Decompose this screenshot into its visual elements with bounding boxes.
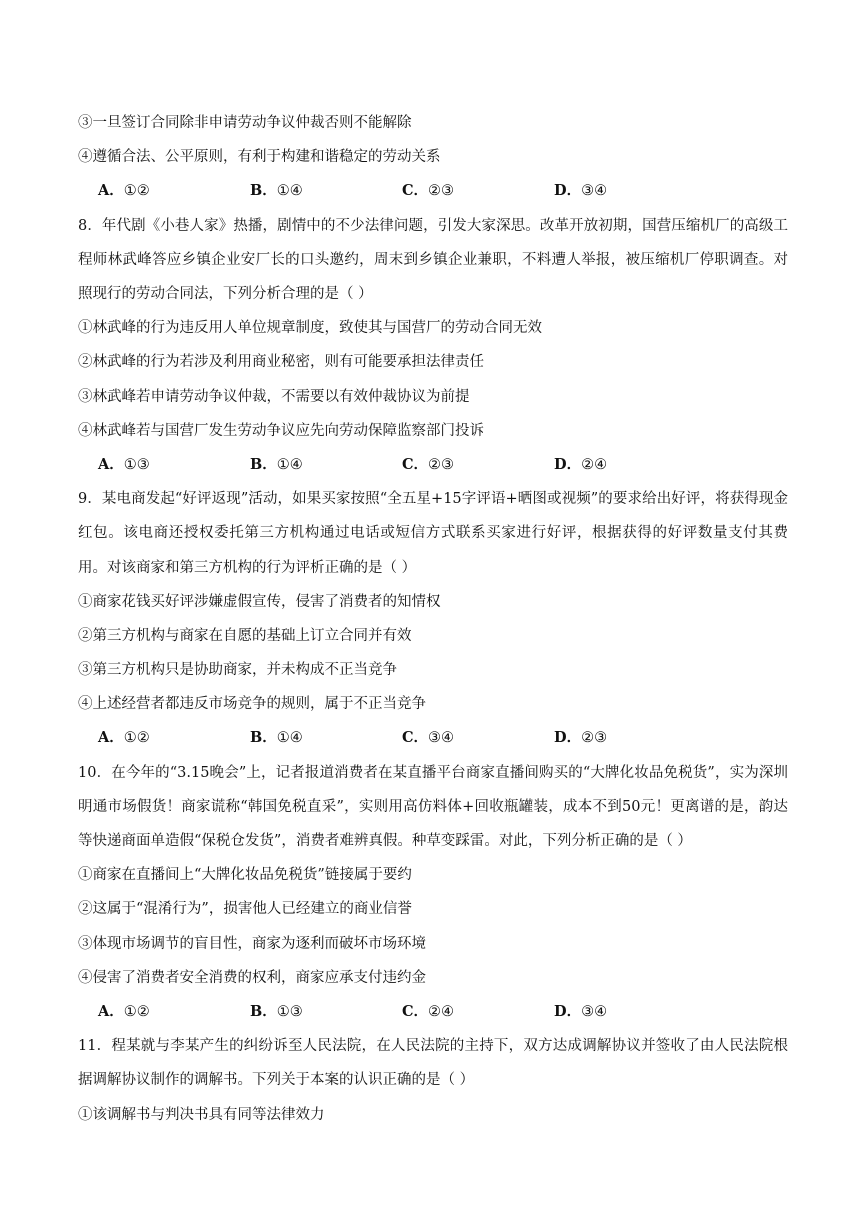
option-text: ①②: [123, 730, 150, 747]
option-letter: A．: [98, 455, 124, 473]
q11-stem: 11．程某就与李某产生的纠纷诉至人民法院，在人民法院的主持下，双方达成调解协议并签收了由人民法院根据调解协议制作的调解书。下列关于本案的认识正确的是（ ）: [78, 1038, 788, 1089]
option-letter: D．: [554, 455, 582, 473]
option-letter: D．: [554, 182, 582, 200]
q8-option-b[interactable]: [250, 448, 402, 482]
option-text: ①④: [276, 183, 303, 200]
q8-statement-4: ④林武峰若与国营厂发生劳动争议应先向劳动保障监察部门投诉: [78, 422, 484, 439]
option-text: ②③: [581, 730, 608, 747]
option-text: ①③: [276, 1004, 303, 1021]
q9-statement-2: ②第三方机构与商家在自愿的基础上订立合同并有效: [78, 627, 412, 644]
option-text: ②④: [581, 456, 608, 473]
q8-option-c[interactable]: [402, 448, 554, 482]
q8-options: [78, 448, 788, 482]
q10-statement-2: ②这属于“混淆行为”，损害他人已经建立的商业信誉: [78, 901, 412, 918]
q7-statement-4: ④遵循合法、公平原则，有利于构建和谐稳定的劳动关系: [78, 149, 441, 166]
q7-statement-3: ③一旦签订合同除非申请劳动争议仲裁否则不能解除: [78, 115, 412, 131]
q9-stem: 9．某电商发起“好评返现”活动，如果买家按照“全五星+15字评语+晒图或视频”的要求给出好评，将获得现金红包。该电商还授权委托第三方机构通过电话或短信方式联系买家进行好评，根据获得的好评数量支付其费用。对该商家和第三方机构的行为评析正确的是（ ）: [78, 491, 788, 576]
option-text: ③④: [581, 1004, 608, 1021]
q10-statement-4: ④侵害了消费者安全消费的权利，商家应承支付违约金: [78, 969, 426, 986]
option-text: ①④: [276, 730, 303, 747]
q8-option-d[interactable]: [554, 448, 706, 482]
option-letter: C．: [402, 1003, 429, 1021]
option-letter: B．: [250, 729, 277, 747]
option-text: ③④: [428, 730, 455, 747]
q8-statement-1: ①林武峰的行为违反用人单位规章制度，致使其与国营厂的劳动合同无效: [78, 320, 542, 337]
q9-option-a[interactable]: [98, 721, 250, 755]
option-text: ①②: [123, 183, 150, 200]
q10-option-c[interactable]: [402, 995, 554, 1029]
q8-statement-3: ③林武峰若申请劳动争议仲裁，不需要以有效仲裁协议为前提: [78, 388, 470, 405]
option-letter: B．: [250, 182, 277, 200]
q10-stem: 10．在今年的“3.15晚会”上，记者报道消费者在某直播平台商家直播间购买的“大牌化妆品免税货”，实为深圳明通市场假货！商家谎称“韩国免税直采”，实则用高仿料体+回收瓶罐装，成本不到50元！更离谱的是，韵达等快递商面单造假“保税仓发货”，消费者难辨真假。种草变踩雷。对此，下列分析正确的是（ ）: [78, 764, 788, 850]
option-letter: C．: [402, 729, 429, 747]
option-letter: C．: [402, 455, 429, 473]
q10-option-d[interactable]: [554, 995, 706, 1029]
q8-option-a[interactable]: [98, 448, 250, 482]
option-text: ②③: [428, 456, 455, 473]
option-letter: A．: [98, 182, 124, 200]
q10-option-b[interactable]: [250, 995, 402, 1029]
option-letter: B．: [250, 455, 277, 473]
option-letter: C．: [402, 182, 429, 200]
q9-options: [78, 721, 788, 755]
option-letter: D．: [554, 729, 582, 747]
q7-option-c[interactable]: [402, 174, 554, 208]
q8-statement-2: ②林武峰的行为若涉及利用商业秘密，则有可能要承担法律责任: [78, 354, 484, 371]
option-letter: A．: [98, 729, 124, 747]
q9-option-b[interactable]: [250, 721, 402, 755]
option-text: ①②: [123, 1004, 150, 1021]
option-text: ②④: [428, 1004, 455, 1021]
q10-statement-1: ①商家在直播间上“大牌化妆品免税货”链接属于要约: [78, 867, 412, 884]
q9-option-c[interactable]: [402, 721, 554, 755]
option-letter: B．: [250, 1003, 277, 1021]
q10-option-a[interactable]: [98, 995, 250, 1029]
option-text: ①④: [276, 456, 303, 473]
q11-statement-1: ①该调解书与判决书具有同等法律效力: [78, 1106, 325, 1123]
question-content: [78, 106, 788, 1132]
q7-option-d[interactable]: [554, 174, 706, 208]
option-letter: D．: [554, 1003, 582, 1021]
q10-statement-3: ③体现市场调节的盲目性，商家为逐利而破坏市场环境: [78, 935, 426, 952]
option-letter: A．: [98, 1003, 124, 1021]
q9-statement-4: ④上述经营者都违反市场竞争的规则，属于不正当竞争: [78, 696, 426, 713]
q7-options: [78, 174, 788, 208]
q7-option-a[interactable]: [98, 174, 250, 208]
q7-option-b[interactable]: [250, 174, 402, 208]
q9-statement-3: ③第三方机构只是协助商家，并未构成不正当竞争: [78, 662, 397, 679]
option-text: ②③: [428, 183, 455, 200]
option-text: ③④: [581, 183, 608, 200]
q8-stem: 8．年代剧《小巷人家》热播，剧情中的不少法律问题，引发大家深思。改革开放初期，国营压缩机厂的高级工程师林武峰答应乡镇企业安厂长的口头邀约，周末到乡镇企业兼职，不料遭人举报，被压缩机厂停职调查。对照现行的劳动合同法，下列分析合理的是（ ）: [78, 217, 788, 302]
q10-options: [78, 995, 788, 1029]
q9-option-d[interactable]: [554, 721, 706, 755]
q9-statement-1: ①商家花钱买好评涉嫌虚假宣传，侵害了消费者的知情权: [78, 593, 441, 610]
option-text: ①③: [123, 456, 150, 473]
